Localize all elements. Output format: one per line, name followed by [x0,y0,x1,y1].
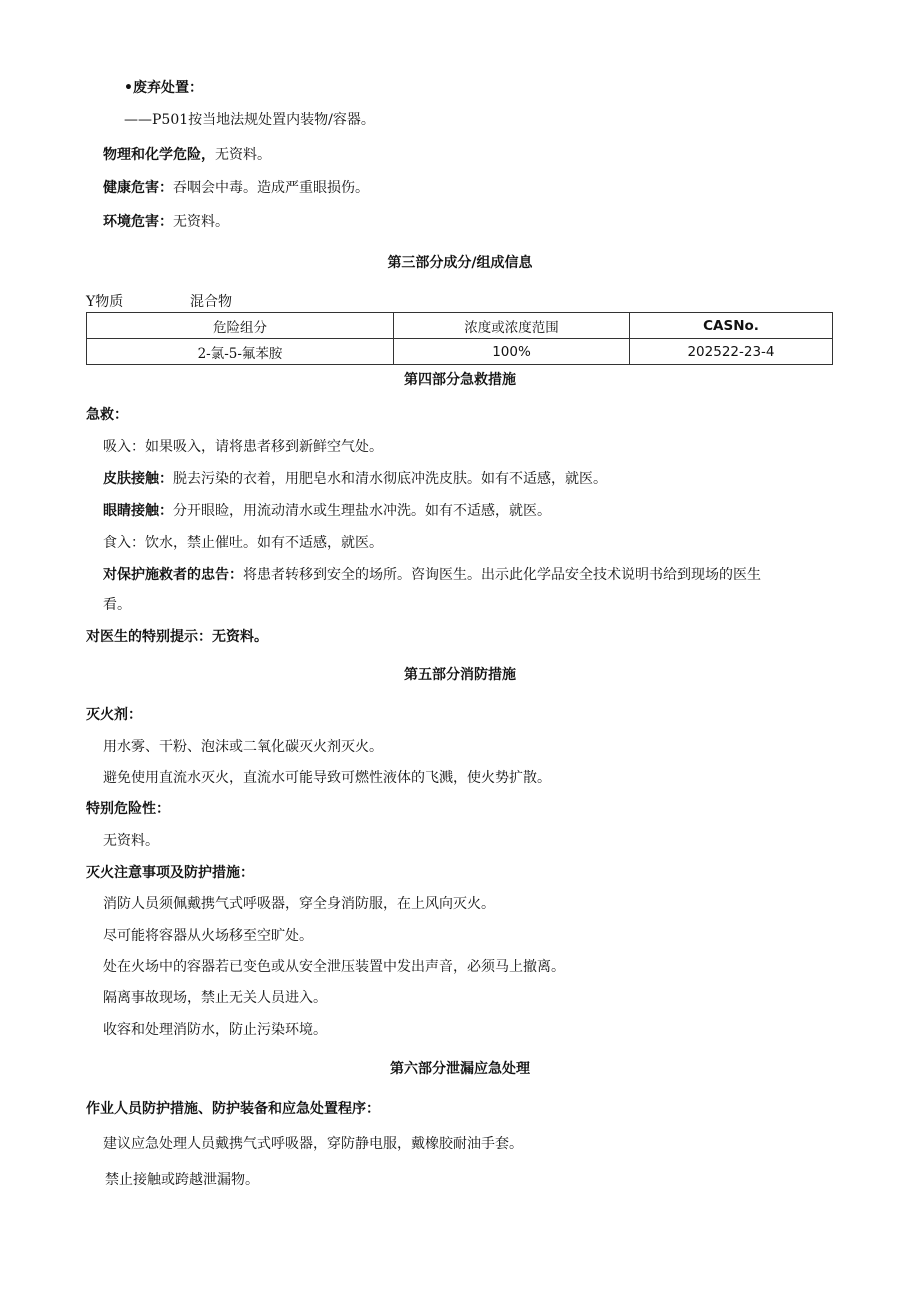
doctor-note: 对医生的特别提示：无资料。 [86,629,268,645]
skin-contact-label: 皮肤接触： [103,471,173,487]
extinguishing-agent-heading: 灭火剂： [86,707,142,723]
list-item: 处在火场中的容器若已变色或从安全泄压装置中发出声音，必须马上撤离。 [103,959,565,975]
substance-value: 混合物 [190,294,232,310]
physical-hazard-value: 无资料。 [215,147,271,163]
substance-label: Y物质 [86,294,124,310]
inhalation-text: 吸入：如果吸入，请将患者移到新鲜空气处。 [103,439,383,455]
disposal-heading: •废弃处置： [124,80,203,96]
table-header-row [87,313,833,339]
disposal-item: ——P501按当地法规处置内装物/容器。 [124,112,375,128]
table-cell: 202522-23-4 [630,339,833,365]
ingestion-text: 食入：饮水，禁止催吐。如有不适感，就医。 [103,535,383,551]
list-item: 消防人员须佩戴携气式呼吸器，穿全身消防服，在上风向灭火。 [103,896,495,912]
eye-contact [103,501,551,521]
rescuer-advice-value: 将患者转移到安全的场所。咨询医生。出示此化学品安全技术说明书给到现场的医生 [243,567,761,583]
list-item: 隔离事故现场，禁止无关人员进入。 [103,990,327,1006]
section4-title: 第四部分急救措施 [404,372,516,388]
environment-hazard-label: 环境危害： [103,214,173,230]
table-cell: 100% [394,339,630,365]
health-hazard [103,178,369,198]
section6-title: 第六部分泄漏应急处理 [390,1061,530,1077]
table-header-cell: CASNo. [630,313,833,339]
environment-hazard-value: 无资料。 [173,214,229,230]
skin-contact-value: 脱去污染的衣着，用肥皂水和清水彻底冲洗皮肤。如有不适感，就医。 [173,471,607,487]
first-aid-heading: 急救： [86,407,128,423]
list-item: 尽可能将容器从火场移至空旷处。 [103,928,313,944]
composition-table [86,312,833,365]
table-header-cell: 浓度或浓度范围 [394,313,630,339]
rescuer-advice-label: 对保护施救者的忠告： [103,567,243,583]
eye-contact-value: 分开眼睑，用流动清水或生理盐水冲洗。如有不适感，就医。 [173,503,551,519]
special-hazard-heading: 特别危险性： [86,801,170,817]
health-hazard-value: 吞咽会中毒。造成严重眼损伤。 [173,180,369,196]
table-cell: 2-氯-5-氟苯胺 [87,339,394,365]
rescuer-advice-continued: 看。 [103,597,131,613]
precaution-heading: 灭火注意事项及防护措施： [86,865,254,881]
personnel-heading: 作业人员防护措施、防护装备和应急处置程序： [86,1101,380,1117]
table-row [87,339,833,365]
personnel-item-2: 禁止接触或跨越泄漏物。 [105,1172,259,1188]
section3-title: 第三部分成分/组成信息 [387,255,533,271]
environment-hazard [103,212,229,232]
extinguishing-agent-1: 用水雾、干粉、泡沫或二氧化碳灭火剂灭火。 [103,739,383,755]
eye-contact-label: 眼睛接触： [103,503,173,519]
personnel-item-1: 建议应急处理人员戴携气式呼吸器，穿防静电服，戴橡胶耐油手套。 [103,1136,523,1152]
rescuer-advice [103,565,761,585]
health-hazard-label: 健康危害： [103,180,173,196]
list-item: 收容和处理消防水，防止污染环境。 [103,1022,327,1038]
table-header-cell: 危险组分 [87,313,394,339]
extinguishing-agent-2: 避免使用直流水灭火，直流水可能导致可燃性液体的飞溅，使火势扩散。 [103,770,551,786]
section5-title: 第五部分消防措施 [404,667,516,683]
skin-contact [103,469,607,489]
physical-hazard [103,145,271,165]
physical-hazard-label: 物理和化学危险， [103,147,215,163]
special-hazard-value: 无资料。 [103,833,159,849]
